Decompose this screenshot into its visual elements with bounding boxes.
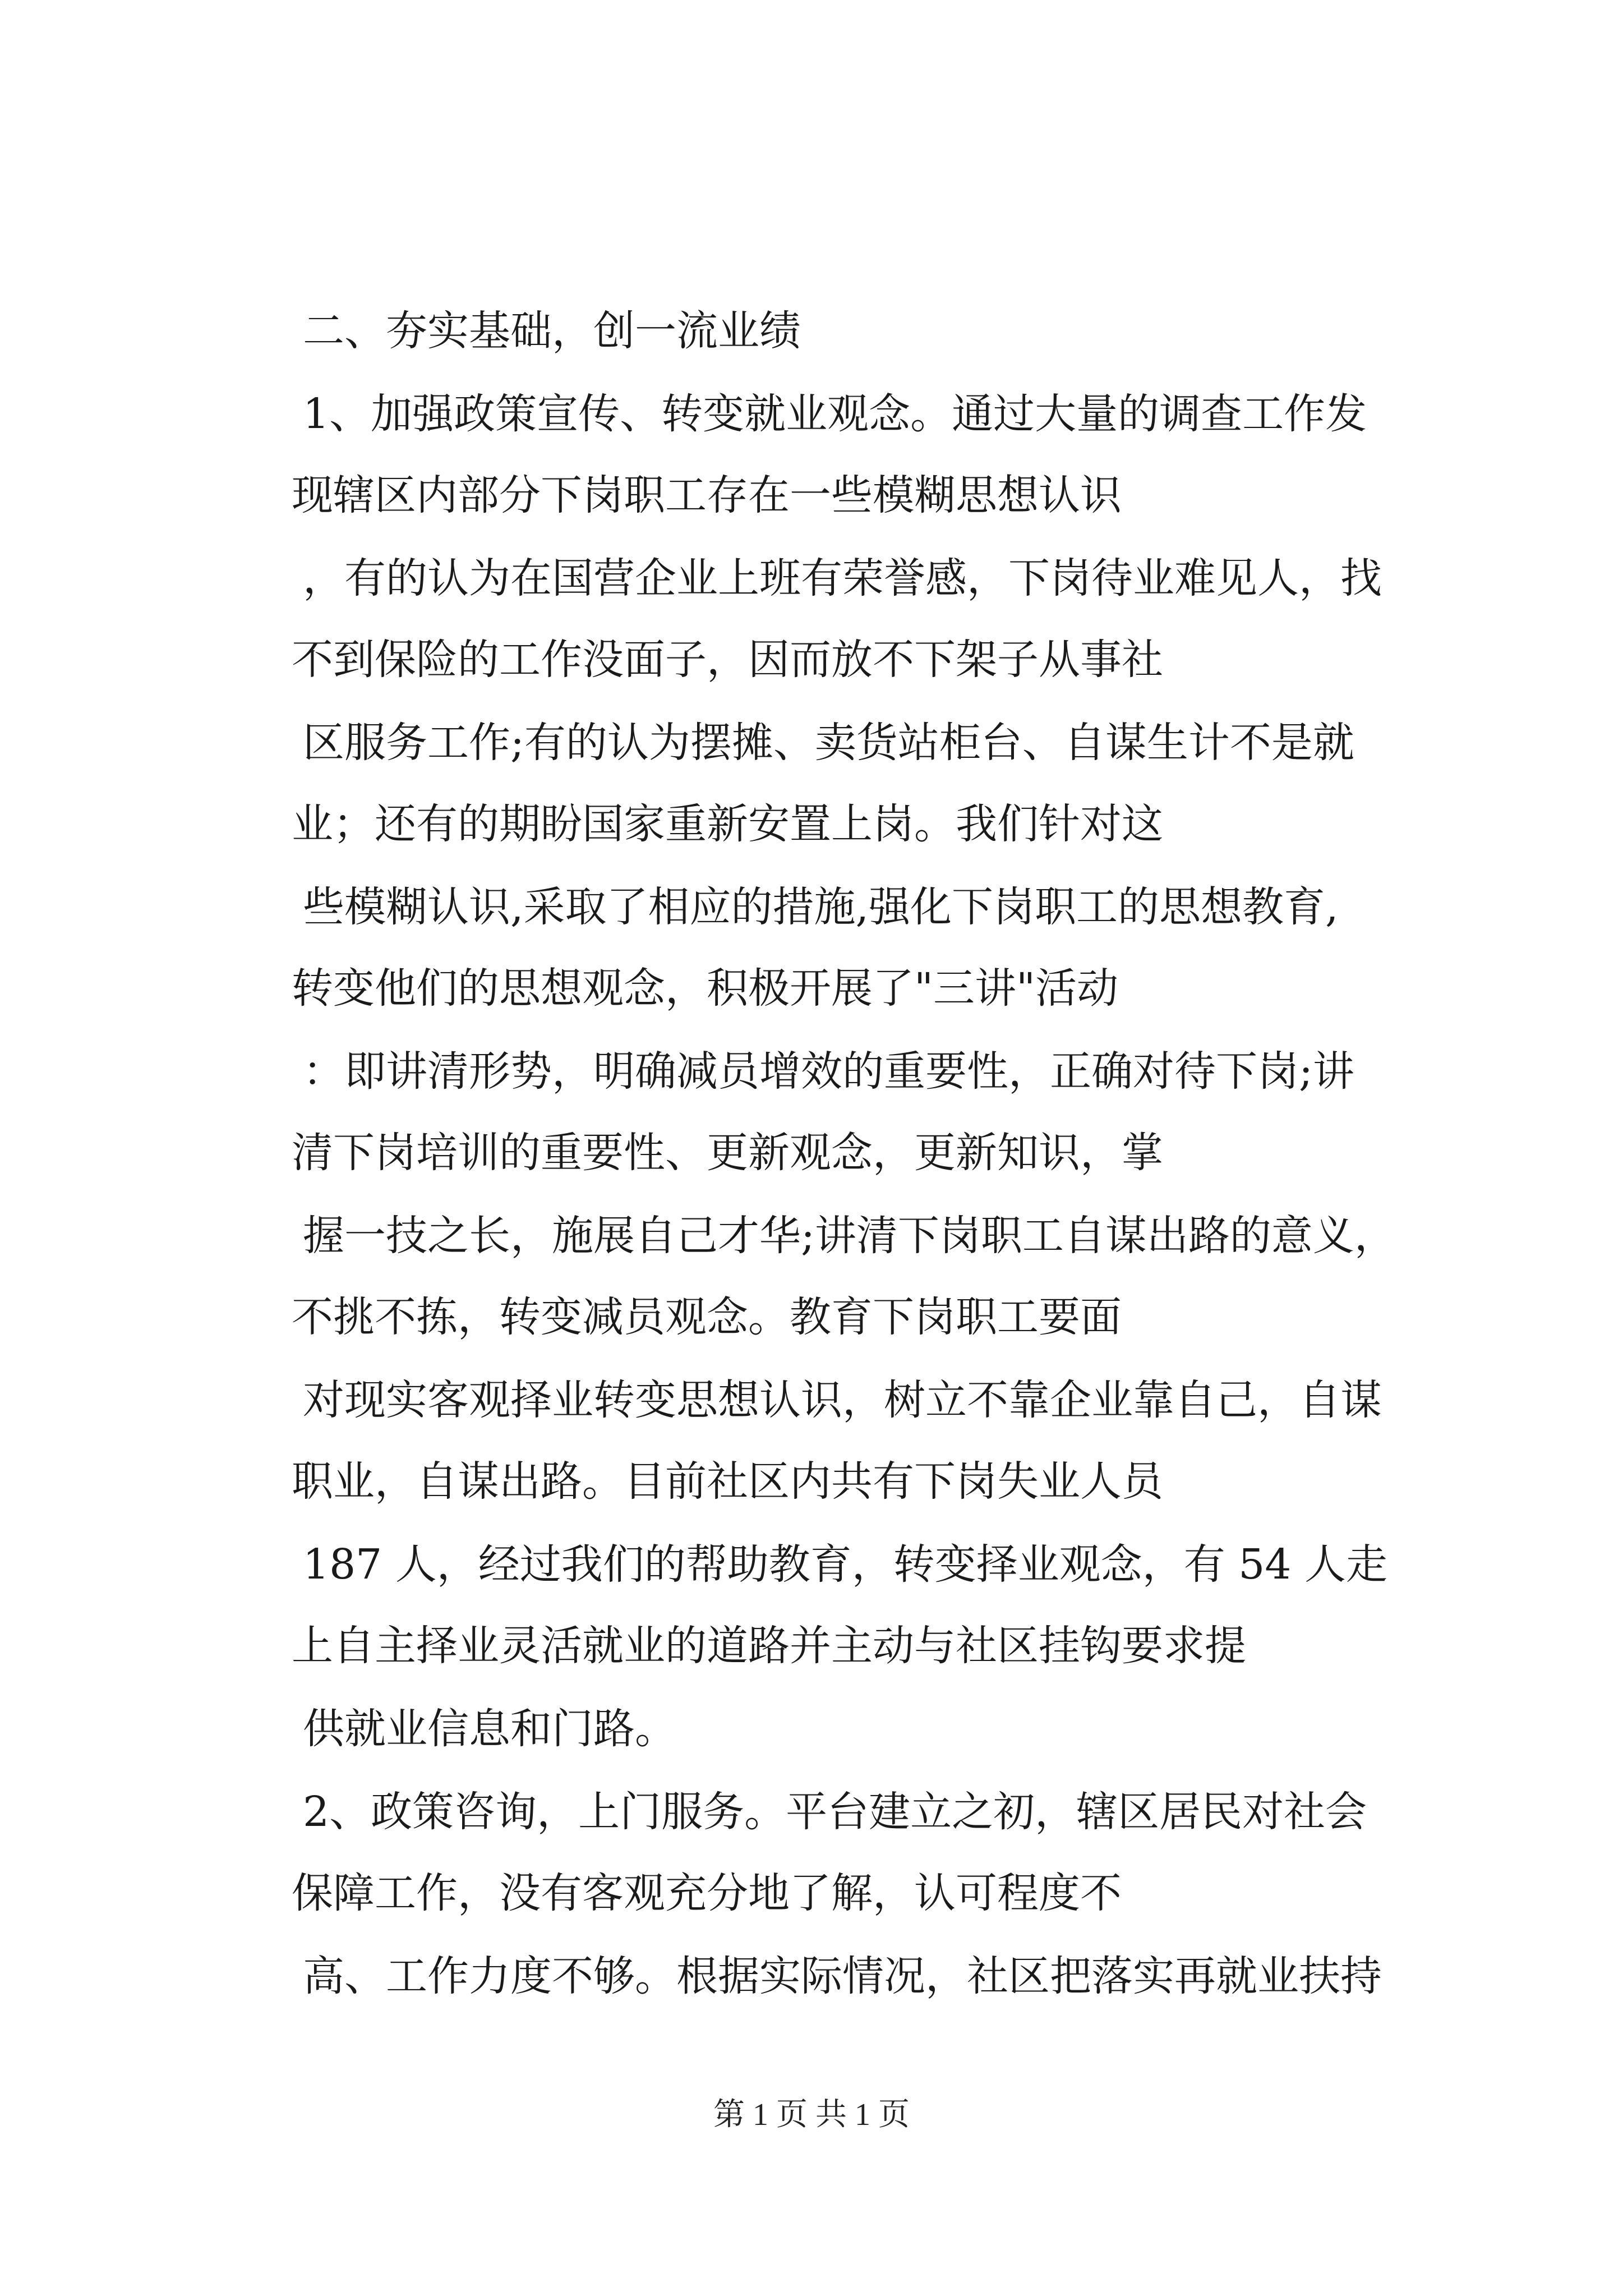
text-line: 供就业信息和门路。: [303, 1705, 676, 1753]
text-line: ：即讲清形势，明确减员增效的重要性，正确对待下岗;讲: [303, 1047, 1354, 1096]
paragraph-11: [303, 1951, 1419, 2001]
paragraph-9: [303, 1704, 1419, 1754]
text-line: 上自主择业灵活就业的道路并主动与社区挂钩要求提: [292, 1622, 1246, 1670]
paragraph-2: [292, 553, 1419, 685]
text-line: 对现实客观择业转变思想认识，树立不靠企业靠自己，自谋: [303, 1376, 1382, 1424]
paragraph-3: [292, 717, 1419, 849]
text-line: 握一技之长，施展自己才华;讲清下岗职工自谋出路的意义，: [303, 1212, 1396, 1260]
heading-line: 二、夯实基础，创一流业绩: [303, 307, 801, 355]
text-line: 保障工作，没有客观充分地了解，认可程度不: [292, 1869, 1122, 1917]
text-line: 187 人，经过我们的帮助教育，转变择业观念，有 54 人走: [303, 1540, 1387, 1589]
text-line: 1、加强政策宣传、转变就业观念。通过大量的调查工作发: [303, 390, 1367, 438]
text-line: 不到保险的工作没面子，因而放不下架子从事社: [292, 636, 1163, 684]
paragraph-10: [292, 1787, 1419, 1918]
text-line: 转变他们的思想观念，积极开展了"三讲"活动: [292, 964, 1119, 1013]
paragraph-7: [292, 1375, 1419, 1507]
text-line: 些模糊认识,采取了相应的措施,强化下岗职工的思想教育,: [303, 883, 1339, 931]
text-line: 现辖区内部分下岗职工存在一些模糊思想认识: [292, 471, 1122, 519]
paragraph-8: [292, 1539, 1419, 1671]
text-line: 职业，自谋出路。目前社区内共有下岗失业人员: [292, 1457, 1163, 1506]
text-line: 清下岗培训的重要性、更新观念，更新知识，掌: [292, 1129, 1163, 1177]
paragraph-6: [292, 1211, 1419, 1342]
text-line: 2、政策咨询，上门服务。平台建立之初，辖区居民对社会: [303, 1788, 1367, 1836]
text-line: ，有的认为在国营企业上班有荣誉感，下岗待业难见人，找: [303, 554, 1382, 602]
paragraph-1: [292, 389, 1419, 521]
document-body: [292, 306, 1419, 2034]
section-heading: [303, 306, 1419, 356]
paragraph-4: [292, 882, 1419, 1014]
paragraph-5: [292, 1046, 1419, 1178]
text-line: 区服务工作;有的认为摆摊、卖货站柜台、自谋生计不是就: [303, 719, 1354, 767]
text-line: 不挑不拣，转变减员观念。教育下岗职工要面: [292, 1293, 1122, 1341]
page-footer: 第 1 页 共 1 页: [713, 2097, 910, 2132]
text-line: 业；还有的期盼国家重新安置上岗。我们针对这: [292, 800, 1163, 848]
text-line: 高、工作力度不够。根据实际情况，社区把落实再就业扶持: [303, 1952, 1382, 2000]
